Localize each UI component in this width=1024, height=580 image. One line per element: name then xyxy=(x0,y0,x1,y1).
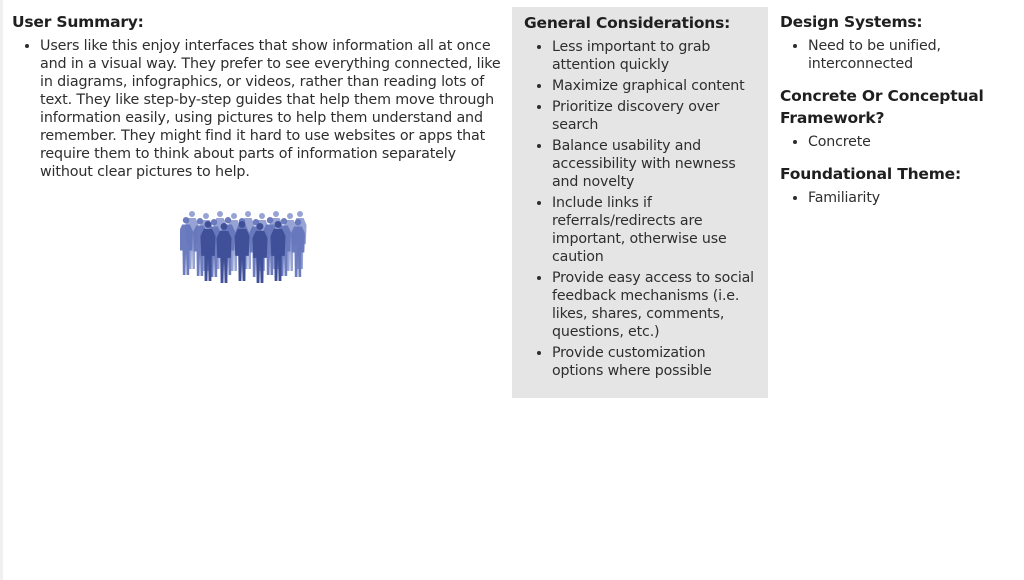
user-summary-heading: User Summary: xyxy=(12,13,144,31)
design-section xyxy=(780,11,1020,210)
general-bullet: • Provide easy access to social feedback mechanisms (i.e. likes, shares, comments, questions, etc.) xyxy=(552,269,756,341)
general-considerations-list xyxy=(524,38,756,380)
page-edge xyxy=(0,0,3,580)
framework-list xyxy=(780,133,1020,151)
general-bullet: • Include links if referrals/redirects are important, otherwise use caution xyxy=(552,194,756,266)
design-systems-bullet: • Need to be unified, interconnected xyxy=(808,37,1020,73)
user-summary-bullet: • Users like this enjoy interfaces that show information all at once and in a visual way. They prefer to see everything connected, like in diagrams, infographics, or videos, rather than reading lots of text. They like step-by-step guides that help them move through information easily, using pictures to help them understand and remember. They might find it hard to use websites or apps that require them to think about parts of information separately without clear pictures to help. xyxy=(40,37,502,181)
general-bullet: • Balance usability and accessibility with newness and novelty xyxy=(552,137,756,191)
general-considerations-section xyxy=(512,7,768,398)
user-summary-section xyxy=(12,11,502,184)
foundational-theme-heading: Foundational Theme: xyxy=(780,165,961,183)
framework-heading: Concrete Or Conceptual Framework? xyxy=(780,87,984,127)
design-systems-heading: Design Systems: xyxy=(780,13,923,31)
framework-bullet: • Concrete xyxy=(808,133,1020,151)
foundational-theme-list xyxy=(780,189,1020,207)
foundational-theme-bullet: • Familiarity xyxy=(808,189,1020,207)
general-bullet: • Provide customization options where possible xyxy=(552,344,756,380)
crowd-of-people-icon xyxy=(180,207,308,283)
design-systems-list xyxy=(780,37,1020,73)
general-bullet: • Less important to grab attention quickly xyxy=(552,38,756,74)
user-summary-list xyxy=(12,37,502,181)
general-bullet: • Prioritize discovery over search xyxy=(552,98,756,134)
general-considerations-heading: General Considerations: xyxy=(524,14,731,32)
general-bullet: • Maximize graphical content xyxy=(552,77,756,95)
